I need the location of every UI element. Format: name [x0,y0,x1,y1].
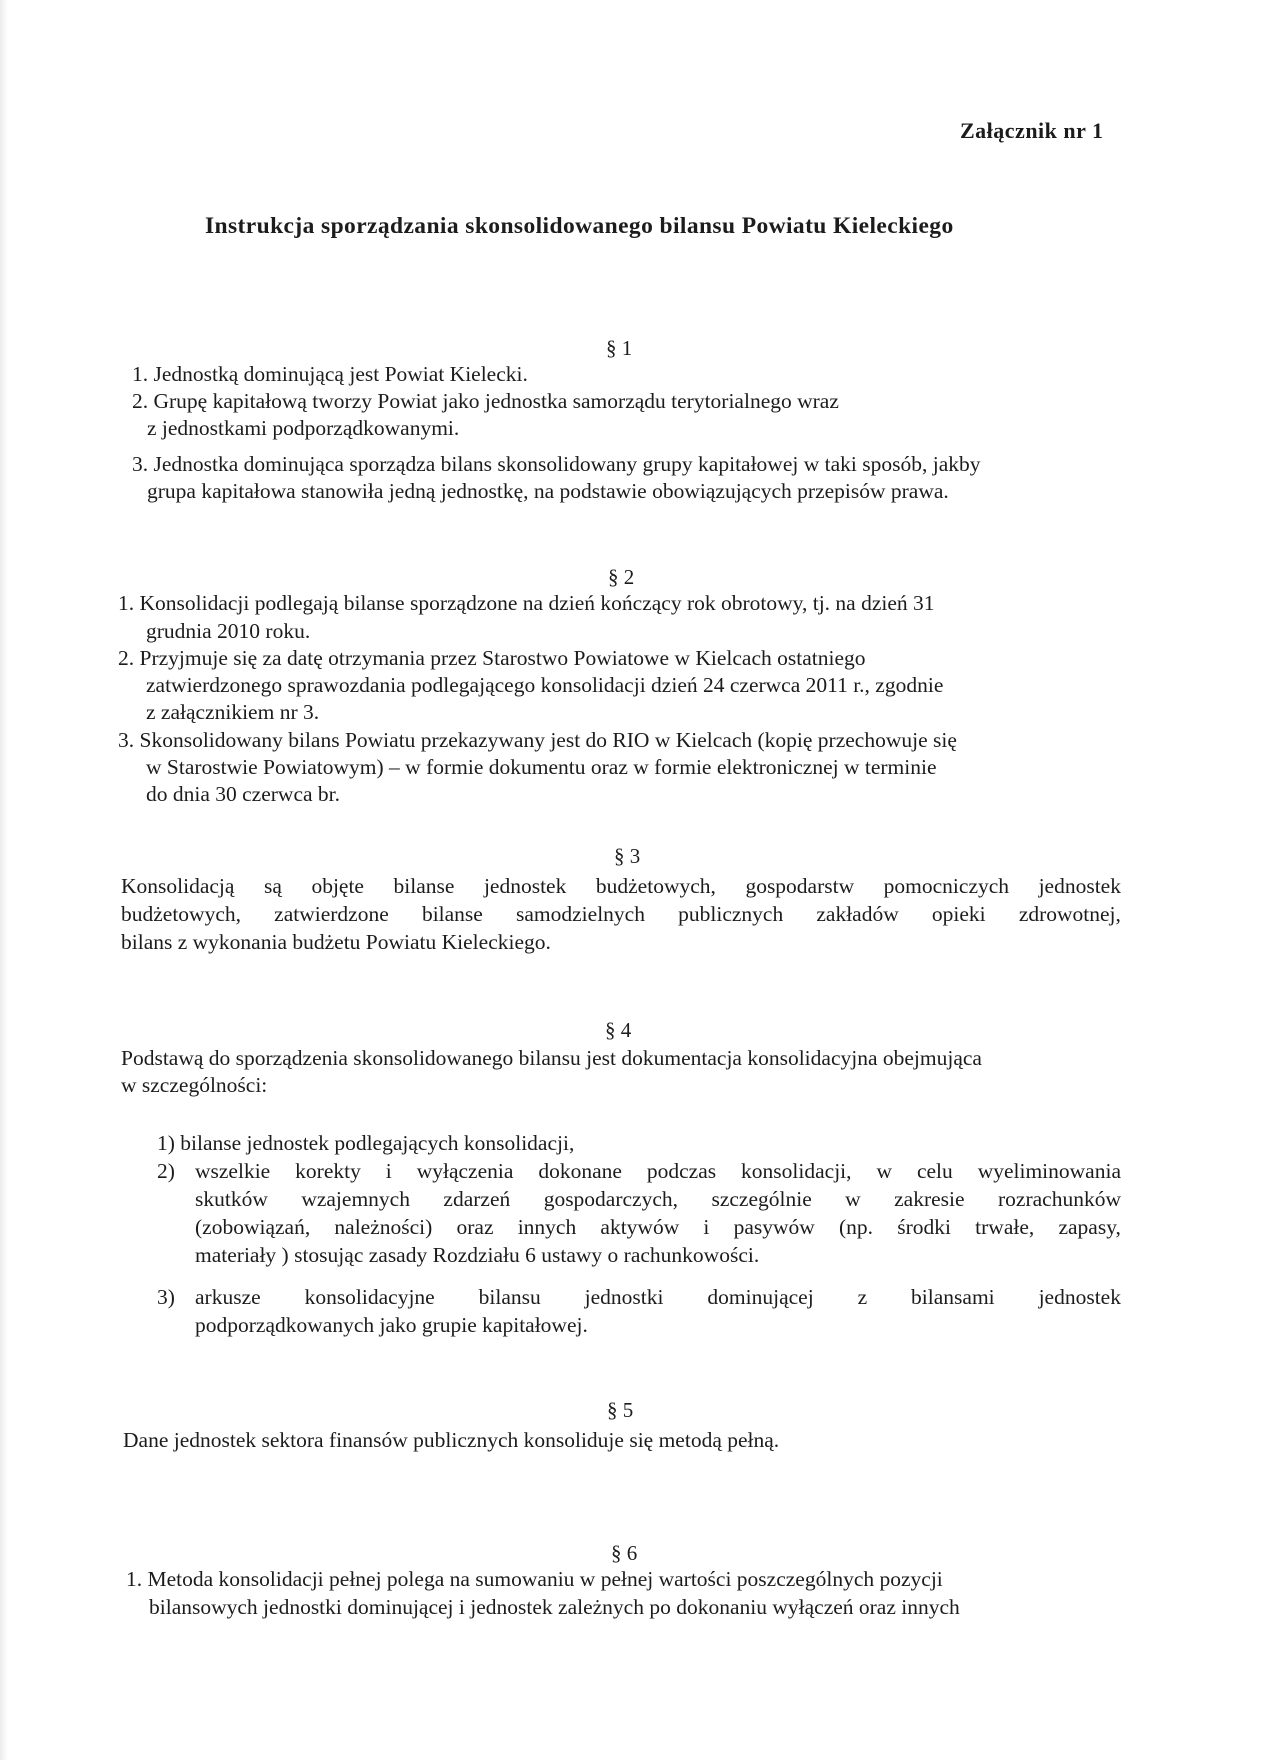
section-6-mark: § 6 [611,1541,638,1565]
section-2-item-3-line-3: do dnia 30 czerwca br. [146,782,341,806]
section-3-line-1: Konsolidacją są objęte bilanse jednostek budżetowych, gospodarstw pomocniczych jednostek [121,874,1121,898]
section-1-mark: § 1 [606,336,633,360]
section-3-line-3: bilans z wykonania budżetu Powiatu Kieleckiego. [121,930,551,954]
section-4-list-item-1: 1) bilanse jednostek podlegających konsolidacji, [157,1131,575,1155]
scan-edge-shadow [0,0,8,1760]
section-6-line-1: 1. Metoda konsolidacji pełnej polega na sumowaniu w pełnej wartości poszczególnych pozycji [126,1567,943,1591]
section-3-line-2: budżetowych, zatwierdzone bilanse samodzielnych publicznych zakładów opieki zdrowotnej, [121,902,1121,926]
section-2-item-3-line-2: w Starostwie Powiatowym) – w formie dokumentu oraz w formie elektronicznej w terminie [146,755,937,779]
section-4-intro-line-2: w szczególności: [121,1073,268,1097]
section-4-intro-line-1: Podstawą do sporządzenia skonsolidowanego bilansu jest dokumentacja konsolidacyjna obejmująca [121,1046,982,1070]
section-3-mark: § 3 [614,844,641,868]
section-2-item-1-line-1: 1. Konsolidacji podlegają bilanse sporządzone na dzień kończący rok obrotowy, tj. na dzień 31 [118,591,935,615]
section-4-mark: § 4 [605,1018,632,1042]
section-4-list-item-2-number: 2) [157,1159,175,1183]
section-4-list-item-2-line-2: skutków wzajemnych zdarzeń gospodarczych, szczególnie w zakresie rozrachunków [195,1187,1121,1211]
section-4-list-item-3-line-1: arkusze konsolidacyjne bilansu jednostki dominującej z bilansami jednostek [195,1285,1121,1309]
document-title: Instrukcja sporządzania skonsolidowanego bilansu Powiatu Kieleckiego [205,213,954,239]
section-5-text: Dane jednostek sektora finansów publicznych konsoliduje się metodą pełną. [123,1428,780,1452]
annex-label: Załącznik nr 1 [960,118,1104,143]
section-4-list-item-3-line-2: podporządkowanych jako grupie kapitałowej. [195,1313,588,1337]
section-2-item-2-line-3: z załącznikiem nr 3. [146,700,320,724]
section-1-item-1: 1. Jednostką dominującą jest Powiat Kielecki. [132,362,528,386]
section-2-item-2-line-1: 2. Przyjmuje się za datę otrzymania przez Starostwo Powiatowe w Kielcach ostatniego [118,646,866,670]
section-4-list-item-3-number: 3) [157,1285,175,1309]
section-5-mark: § 5 [607,1398,634,1422]
section-1-item-3-line-2: grupa kapitałowa stanowiła jedną jednostkę, na podstawie obowiązujących przepisów prawa. [147,479,949,503]
section-4-list-item-2-line-4: materiały ) stosując zasady Rozdziału 6 ustawy o rachunkowości. [195,1243,760,1267]
section-2-item-2-line-2: zatwierdzonego sprawozdania podlegającego konsolidacji dzień 24 czerwca 2011 r., zgodnie [146,673,944,697]
section-2-item-3-line-1: 3. Skonsolidowany bilans Powiatu przekazywany jest do RIO w Kielcach (kopię przechowuje się [118,728,957,752]
section-6-line-2: bilansowych jednostki dominującej i jednostek zależnych po dokonaniu wyłączeń oraz innych [149,1595,960,1619]
section-2-mark: § 2 [608,565,635,589]
section-4-list-item-2-line-3: (zobowiązań, należności) oraz innych aktywów i pasywów (np. środki trwałe, zapasy, [195,1215,1121,1239]
section-4-list-item-2-line-1: wszelkie korekty i wyłączenia dokonane podczas konsolidacji, w celu wyeliminowania [195,1159,1121,1183]
section-2-item-1-line-2: grudnia 2010 roku. [146,619,311,643]
section-1-item-2-line-1: 2. Grupę kapitałową tworzy Powiat jako jednostka samorządu terytorialnego wraz [132,389,839,413]
section-1-item-2-line-2: z jednostkami podporządkowanymi. [147,416,460,440]
section-1-item-3-line-1: 3. Jednostka dominująca sporządza bilans skonsolidowany grupy kapitałowej w taki sposób, jakby [132,452,981,476]
